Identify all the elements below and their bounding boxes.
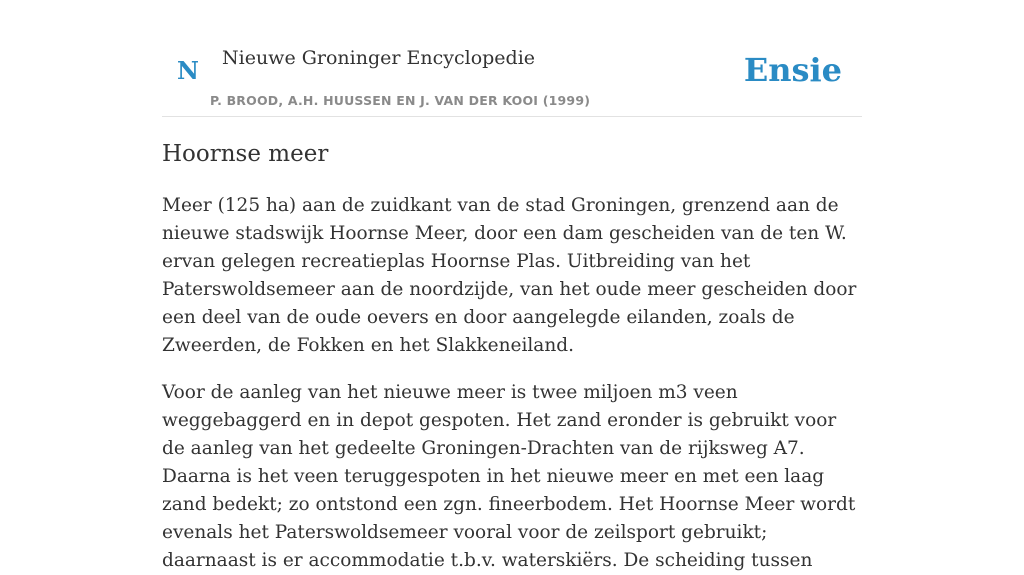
article-paragraph: Voor de aanleg van het nieuwe meer is twee miljoen m3 veen weggebaggerd en in depot gespoten. Het zand eronder is gebruikt voor de aanleg van het gedeelte Groningen-Drachten van de rijksweg A7. Daarna is het veen teruggespoten in het nieuwe meer en met een laag zand bedekt; zo ontstond een zgn. fineerbodem. Het Hoornse Meer wordt evenals het Paterswoldsemeer vooral voor de zeilsport gebruikt; daarnaast is er accommodatie t.b.v. waterskiërs. De scheiding tussen [162,382,856,571]
article-paragraph: Meer (125 ha) aan de zuidkant van de stad Groningen, grenzend aan de nieuwe stadswijk Hoornse Meer, door een dam gescheiden van de ten W. ervan gelegen recreatieplas Hoornse Plas. Uitbreiding van het Paterswoldsemeer aan de noordzijde, van het oude meer gescheiden door een deel van de oude oevers en door aangelegde eilanden, zoals de Zweerden, de Fokken en het Slakkeneiland. [162,195,857,356]
book-header [162,0,862,117]
book-authors: P. BROOD, A.H. HUUSSEN EN J. VAN DER KOOI (1999) [210,93,591,108]
book-title[interactable]: Nieuwe Groninger Encyclopedie [222,47,536,69]
ensie-logo[interactable]: Ensie [743,51,842,89]
book-logo-icon[interactable]: N [177,56,199,85]
article-headword: Hoornse meer [162,141,329,167]
article [162,138,862,575]
